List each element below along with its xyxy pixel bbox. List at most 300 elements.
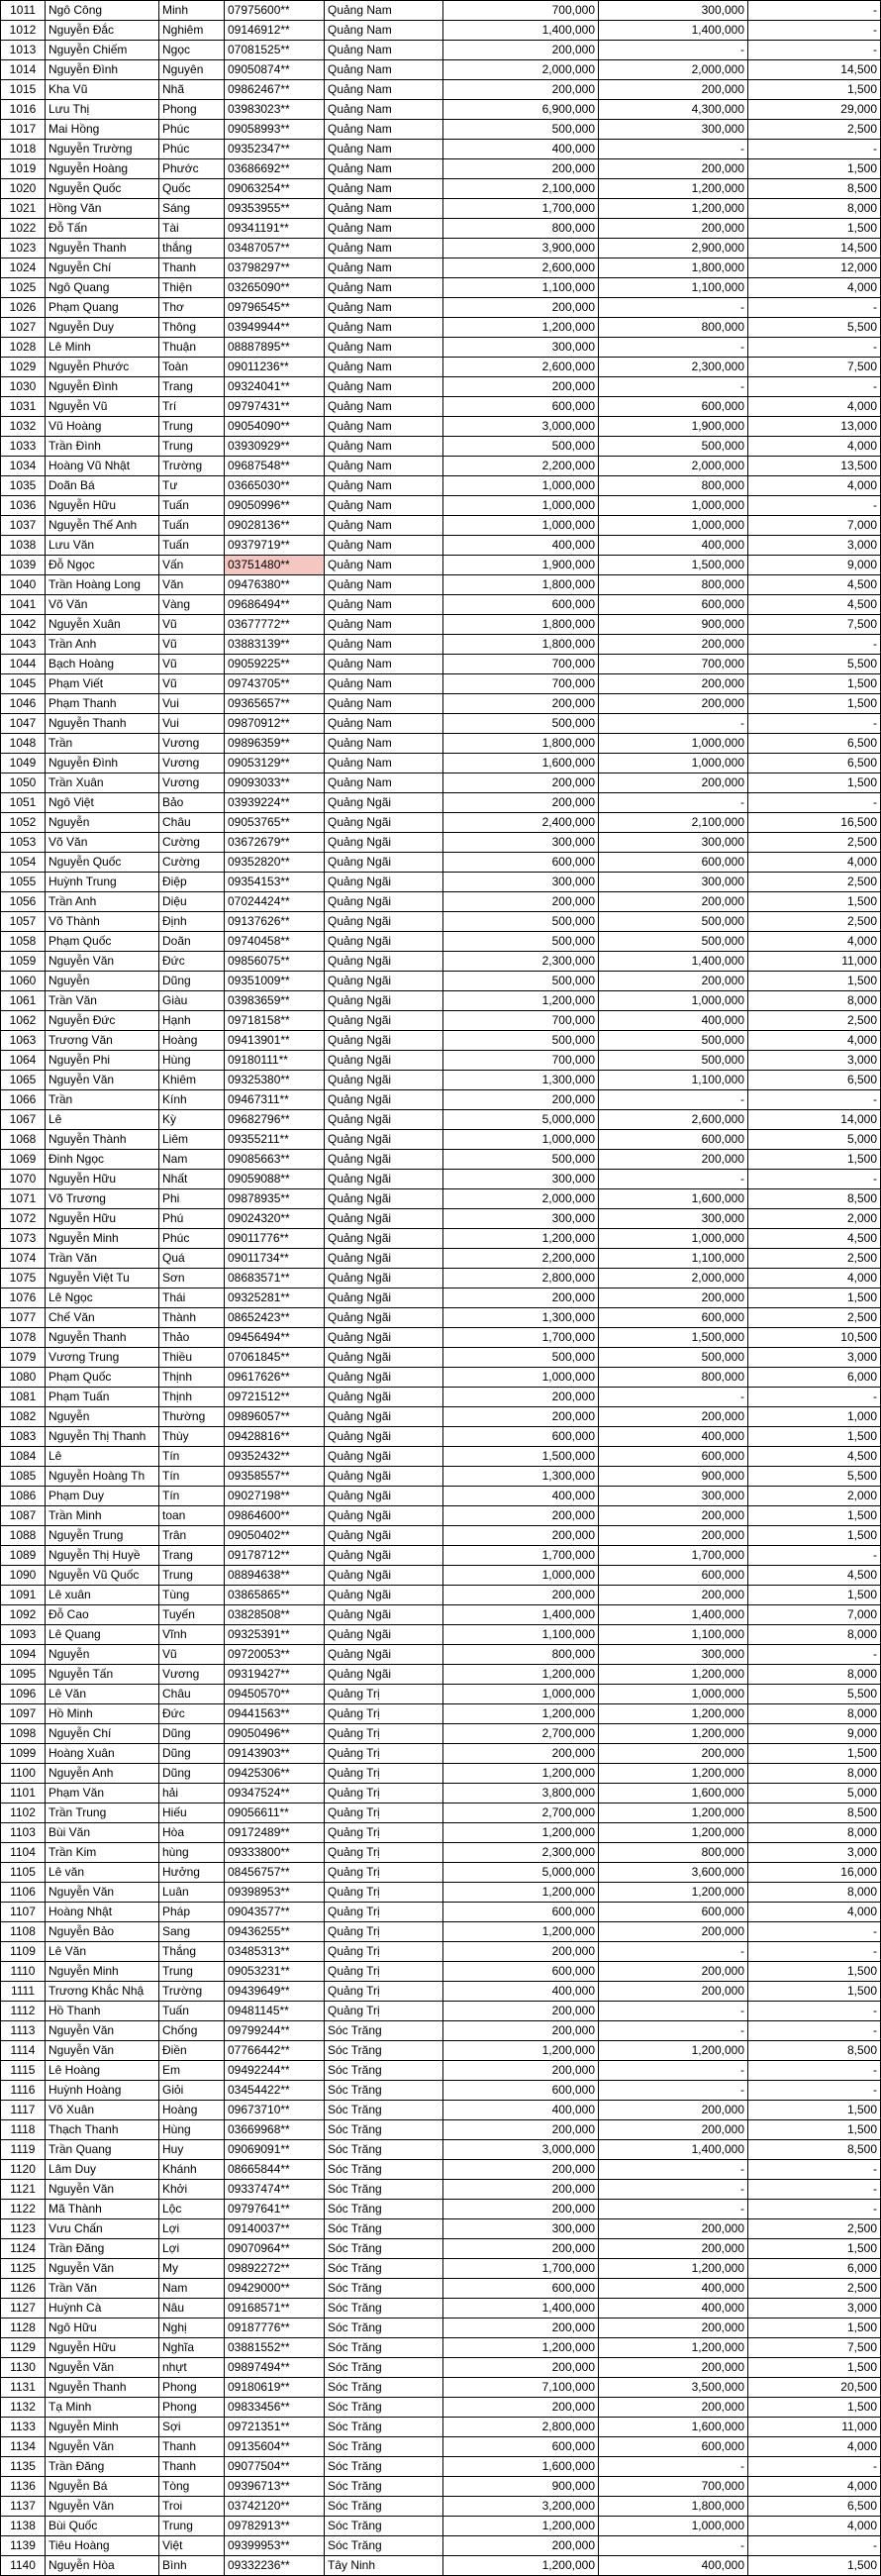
cell-ho-dem[interactable]: Nguyễn xyxy=(46,972,159,991)
cell-amount-2[interactable]: - xyxy=(599,1942,748,1962)
cell-ho-dem[interactable]: Nguyễn Văn xyxy=(46,2041,159,2061)
cell-ten[interactable]: Vương xyxy=(159,734,225,754)
cell-province[interactable]: Quảng Trị xyxy=(325,1982,443,2002)
cell-province[interactable]: Quảng Ngãi xyxy=(325,1189,443,1209)
cell-amount-3[interactable]: - xyxy=(748,2160,881,2180)
cell-amount-1[interactable]: 2,600,000 xyxy=(443,258,599,278)
cell-ten[interactable]: Định xyxy=(159,912,225,932)
cell-stt[interactable]: 1037 xyxy=(1,516,46,536)
cell-phone[interactable]: 03669968** xyxy=(225,2120,325,2140)
cell-ho-dem[interactable]: Bùi Văn xyxy=(46,1823,159,1843)
cell-amount-1[interactable]: 1,200,000 xyxy=(443,1883,599,1903)
cell-amount-3[interactable]: 1,500 xyxy=(748,2398,881,2418)
cell-amount-1[interactable]: 5,000,000 xyxy=(443,1110,599,1130)
cell-ho-dem[interactable]: Nguyễn Hoàng Th xyxy=(46,1467,159,1487)
cell-amount-2[interactable]: 300,000 xyxy=(599,833,748,853)
cell-phone[interactable]: 09053231** xyxy=(225,1962,325,1982)
cell-amount-3[interactable]: - xyxy=(748,377,881,397)
cell-amount-1[interactable]: 800,000 xyxy=(443,219,599,239)
cell-phone[interactable]: 09892272** xyxy=(225,2259,325,2279)
cell-stt[interactable]: 1090 xyxy=(1,1566,46,1586)
cell-ten[interactable]: Kỳ xyxy=(159,1110,225,1130)
cell-ten[interactable]: Thịnh xyxy=(159,1368,225,1388)
cell-amount-1[interactable]: 1,600,000 xyxy=(443,2457,599,2477)
cell-amount-3[interactable]: 4,500 xyxy=(748,1447,881,1467)
cell-amount-1[interactable]: 200,000 xyxy=(443,159,599,179)
cell-province[interactable]: Quảng Nam xyxy=(325,397,443,417)
cell-amount-1[interactable]: 200,000 xyxy=(443,2536,599,2556)
cell-ten[interactable]: Trang xyxy=(159,377,225,397)
cell-amount-1[interactable]: 400,000 xyxy=(443,1982,599,2002)
cell-ten[interactable]: Tư xyxy=(159,476,225,496)
cell-amount-3[interactable]: 4,500 xyxy=(748,1229,881,1249)
cell-amount-1[interactable]: 1,000,000 xyxy=(443,476,599,496)
cell-amount-2[interactable]: 700,000 xyxy=(599,655,748,674)
cell-stt[interactable]: 1067 xyxy=(1,1110,46,1130)
cell-ho-dem[interactable]: Đinh Ngọc xyxy=(46,1150,159,1170)
cell-province[interactable]: Quảng Nam xyxy=(325,476,443,496)
cell-amount-2[interactable]: 200,000 xyxy=(599,159,748,179)
cell-amount-3[interactable]: 8,500 xyxy=(748,2041,881,2061)
cell-stt[interactable]: 1080 xyxy=(1,1368,46,1388)
cell-phone[interactable]: 09352347** xyxy=(225,140,325,159)
cell-stt[interactable]: 1119 xyxy=(1,2140,46,2160)
cell-ten[interactable]: Phúc xyxy=(159,140,225,159)
cell-ho-dem[interactable]: Hồ Minh xyxy=(46,1704,159,1724)
cell-ten[interactable]: Liêm xyxy=(159,1130,225,1150)
cell-stt[interactable]: 1065 xyxy=(1,1071,46,1090)
cell-stt[interactable]: 1062 xyxy=(1,1011,46,1031)
cell-amount-2[interactable]: 1,400,000 xyxy=(599,2140,748,2160)
cell-stt[interactable]: 1126 xyxy=(1,2279,46,2299)
cell-amount-3[interactable]: 4,000 xyxy=(748,1903,881,1922)
cell-amount-2[interactable]: 1,000,000 xyxy=(599,516,748,536)
cell-province[interactable]: Quảng Nam xyxy=(325,21,443,41)
cell-ho-dem[interactable]: Nguyễn Quốc xyxy=(46,853,159,873)
cell-amount-3[interactable]: 1,500 xyxy=(748,2239,881,2259)
cell-stt[interactable]: 1017 xyxy=(1,120,46,140)
cell-ten[interactable]: Lợi xyxy=(159,2239,225,2259)
cell-stt[interactable]: 1088 xyxy=(1,1526,46,1546)
cell-province[interactable]: Quảng Nam xyxy=(325,318,443,338)
cell-amount-3[interactable]: 7,500 xyxy=(748,615,881,635)
cell-phone[interactable]: 09797431** xyxy=(225,397,325,417)
cell-stt[interactable]: 1049 xyxy=(1,754,46,773)
cell-stt[interactable]: 1059 xyxy=(1,952,46,972)
cell-amount-3[interactable]: 6,500 xyxy=(748,754,881,773)
cell-amount-1[interactable]: 600,000 xyxy=(443,2081,599,2101)
cell-province[interactable]: Quảng Trị xyxy=(325,1903,443,1922)
cell-stt[interactable]: 1045 xyxy=(1,674,46,694)
cell-phone[interactable]: 09797641** xyxy=(225,2200,325,2219)
cell-ho-dem[interactable]: Doãn Bá xyxy=(46,476,159,496)
cell-amount-1[interactable]: 1,600,000 xyxy=(443,754,599,773)
cell-amount-1[interactable]: 1,400,000 xyxy=(443,1605,599,1625)
cell-ten[interactable]: Hoàng xyxy=(159,1031,225,1051)
cell-amount-1[interactable]: 1,400,000 xyxy=(443,2299,599,2318)
cell-amount-1[interactable]: 3,200,000 xyxy=(443,2497,599,2517)
cell-phone[interactable]: 09399953** xyxy=(225,2536,325,2556)
cell-stt[interactable]: 1039 xyxy=(1,556,46,575)
cell-province[interactable]: Quảng Ngãi xyxy=(325,793,443,813)
cell-province[interactable]: Quảng Nam xyxy=(325,179,443,199)
cell-amount-3[interactable]: 8,500 xyxy=(748,2140,881,2160)
cell-stt[interactable]: 1127 xyxy=(1,2299,46,2318)
cell-phone[interactable]: 07975600** xyxy=(225,1,325,21)
cell-amount-2[interactable]: 1,600,000 xyxy=(599,2418,748,2437)
cell-stt[interactable]: 1131 xyxy=(1,2378,46,2398)
cell-stt[interactable]: 1096 xyxy=(1,1685,46,1704)
cell-stt[interactable]: 1103 xyxy=(1,1823,46,1843)
cell-amount-3[interactable]: 7,500 xyxy=(748,358,881,377)
cell-phone[interactable]: 09347524** xyxy=(225,1784,325,1803)
cell-stt[interactable]: 1112 xyxy=(1,2002,46,2021)
cell-stt[interactable]: 1093 xyxy=(1,1625,46,1645)
cell-province[interactable]: Quảng Ngãi xyxy=(325,1605,443,1625)
cell-ho-dem[interactable]: Đỗ Ngọc xyxy=(46,556,159,575)
cell-amount-3[interactable]: 1,500 xyxy=(748,2358,881,2378)
cell-amount-2[interactable]: 600,000 xyxy=(599,595,748,615)
cell-ho-dem[interactable]: Nguyễn Văn xyxy=(46,2180,159,2200)
cell-ho-dem[interactable]: Nguyễn Đình xyxy=(46,754,159,773)
cell-province[interactable]: Quảng Trị xyxy=(325,1724,443,1744)
cell-amount-3[interactable]: - xyxy=(748,793,881,813)
cell-phone[interactable]: 08887895** xyxy=(225,338,325,358)
cell-stt[interactable]: 1086 xyxy=(1,1487,46,1506)
cell-amount-3[interactable]: 1,500 xyxy=(748,2120,881,2140)
cell-amount-1[interactable]: 1,300,000 xyxy=(443,1467,599,1487)
cell-phone[interactable]: 09413901** xyxy=(225,1031,325,1051)
cell-phone[interactable]: 09077504** xyxy=(225,2457,325,2477)
cell-province[interactable]: Quảng Trị xyxy=(325,1803,443,1823)
cell-phone[interactable]: 09011236** xyxy=(225,358,325,377)
cell-amount-3[interactable]: 1,500 xyxy=(748,773,881,793)
cell-amount-1[interactable]: 200,000 xyxy=(443,1526,599,1546)
cell-province[interactable]: Quảng Nam xyxy=(325,714,443,734)
cell-province[interactable]: Quảng Ngãi xyxy=(325,1269,443,1288)
cell-ten[interactable]: Vui xyxy=(159,714,225,734)
cell-ten[interactable]: Nghiêm xyxy=(159,21,225,41)
cell-province[interactable]: Quảng Nam xyxy=(325,60,443,80)
cell-ten[interactable]: Tín xyxy=(159,1487,225,1506)
cell-ten[interactable]: Lộc xyxy=(159,2200,225,2219)
cell-stt[interactable]: 1137 xyxy=(1,2497,46,2517)
cell-amount-3[interactable]: 4,000 xyxy=(748,1269,881,1288)
cell-amount-2[interactable]: 600,000 xyxy=(599,2437,748,2457)
cell-phone[interactable]: 09050496** xyxy=(225,1724,325,1744)
cell-ten[interactable]: Vũ xyxy=(159,655,225,674)
cell-amount-2[interactable]: - xyxy=(599,2200,748,2219)
cell-stt[interactable]: 1082 xyxy=(1,1407,46,1427)
cell-amount-1[interactable]: 300,000 xyxy=(443,1170,599,1189)
cell-province[interactable]: Quảng Nam xyxy=(325,496,443,516)
cell-province[interactable]: Sóc Trăng xyxy=(325,2517,443,2536)
cell-amount-2[interactable]: 400,000 xyxy=(599,2279,748,2299)
cell-province[interactable]: Sóc Trăng xyxy=(325,2299,443,2318)
cell-stt[interactable]: 1102 xyxy=(1,1803,46,1823)
cell-amount-1[interactable]: 200,000 xyxy=(443,793,599,813)
cell-province[interactable]: Quảng Ngãi xyxy=(325,853,443,873)
cell-province[interactable]: Quảng Nam xyxy=(325,219,443,239)
cell-ho-dem[interactable]: Trần Đình xyxy=(46,437,159,457)
cell-province[interactable]: Quảng Ngãi xyxy=(325,1487,443,1506)
cell-phone[interactable]: 09718158** xyxy=(225,1011,325,1031)
cell-amount-2[interactable]: - xyxy=(599,2160,748,2180)
cell-ho-dem[interactable]: Ngô Việt xyxy=(46,793,159,813)
cell-province[interactable]: Quảng Nam xyxy=(325,258,443,278)
cell-phone[interactable]: 09053129** xyxy=(225,754,325,773)
cell-ten[interactable]: Pháp xyxy=(159,1903,225,1922)
cell-amount-1[interactable]: 600,000 xyxy=(443,397,599,417)
cell-phone[interactable]: 09011734** xyxy=(225,1249,325,1269)
cell-stt[interactable]: 1061 xyxy=(1,991,46,1011)
cell-ten[interactable]: Thái xyxy=(159,1288,225,1308)
cell-amount-3[interactable]: 2,500 xyxy=(748,873,881,892)
cell-amount-1[interactable]: 1,200,000 xyxy=(443,1922,599,1942)
cell-ten[interactable]: Trí xyxy=(159,397,225,417)
cell-amount-2[interactable]: 200,000 xyxy=(599,635,748,655)
cell-ten[interactable]: Tòng xyxy=(159,2477,225,2497)
cell-ten[interactable]: Sáng xyxy=(159,199,225,219)
cell-ho-dem[interactable]: Nguyễn Anh xyxy=(46,1764,159,1784)
cell-amount-2[interactable]: 1,100,000 xyxy=(599,1625,748,1645)
cell-ho-dem[interactable]: Nguyễn Thị Thanh xyxy=(46,1427,159,1447)
cell-stt[interactable]: 1013 xyxy=(1,41,46,60)
cell-phone[interactable]: 09135604** xyxy=(225,2437,325,2457)
cell-province[interactable]: Quảng Nam xyxy=(325,278,443,298)
cell-ten[interactable]: Quốc xyxy=(159,179,225,199)
cell-amount-1[interactable]: 1,900,000 xyxy=(443,556,599,575)
cell-ho-dem[interactable]: Hoàng Xuân xyxy=(46,1744,159,1764)
cell-amount-1[interactable]: 700,000 xyxy=(443,1051,599,1071)
cell-phone[interactable]: 09325380** xyxy=(225,1071,325,1090)
cell-amount-3[interactable]: - xyxy=(748,2457,881,2477)
cell-stt[interactable]: 1120 xyxy=(1,2160,46,2180)
cell-amount-2[interactable]: 400,000 xyxy=(599,2556,748,2576)
cell-amount-1[interactable]: 200,000 xyxy=(443,2180,599,2200)
cell-amount-2[interactable]: 1,200,000 xyxy=(599,1704,748,1724)
cell-province[interactable]: Quảng Nam xyxy=(325,516,443,536)
cell-province[interactable]: Quảng Ngãi xyxy=(325,1229,443,1249)
cell-ho-dem[interactable]: Trần Văn xyxy=(46,2279,159,2299)
cell-ho-dem[interactable]: Nguyễn Hữu xyxy=(46,2338,159,2358)
cell-amount-3[interactable]: 1,000 xyxy=(748,1407,881,1427)
cell-amount-2[interactable]: 1,000,000 xyxy=(599,496,748,516)
cell-amount-3[interactable]: 9,000 xyxy=(748,556,881,575)
cell-province[interactable]: Quảng Ngãi xyxy=(325,1090,443,1110)
cell-amount-1[interactable]: 200,000 xyxy=(443,80,599,100)
cell-amount-3[interactable]: - xyxy=(748,496,881,516)
cell-stt[interactable]: 1071 xyxy=(1,1189,46,1209)
cell-amount-2[interactable]: - xyxy=(599,41,748,60)
cell-province[interactable]: Sóc Trăng xyxy=(325,2536,443,2556)
cell-province[interactable]: Quảng Ngãi xyxy=(325,1031,443,1051)
cell-amount-3[interactable]: 3,000 xyxy=(748,536,881,556)
cell-ho-dem[interactable]: Trần Anh xyxy=(46,892,159,912)
cell-ho-dem[interactable]: Nguyễn Hữu xyxy=(46,496,159,516)
cell-ten[interactable]: Nam xyxy=(159,2279,225,2299)
cell-stt[interactable]: 1030 xyxy=(1,377,46,397)
cell-amount-1[interactable]: 2,800,000 xyxy=(443,2418,599,2437)
cell-amount-1[interactable]: 200,000 xyxy=(443,2061,599,2081)
cell-phone[interactable]: 09325281** xyxy=(225,1288,325,1308)
cell-ho-dem[interactable]: Nguyễn Hữu xyxy=(46,1170,159,1189)
cell-amount-1[interactable]: 500,000 xyxy=(443,912,599,932)
cell-amount-2[interactable]: 1,600,000 xyxy=(599,1189,748,1209)
cell-amount-2[interactable]: 1,100,000 xyxy=(599,1249,748,1269)
cell-amount-3[interactable]: - xyxy=(748,2180,881,2200)
cell-amount-2[interactable]: 600,000 xyxy=(599,1903,748,1922)
cell-ten[interactable]: Hoàng xyxy=(159,2101,225,2120)
cell-stt[interactable]: 1104 xyxy=(1,1843,46,1863)
cell-ten[interactable]: Bảo xyxy=(159,793,225,813)
cell-province[interactable]: Quảng Ngãi xyxy=(325,912,443,932)
cell-province[interactable]: Quảng Ngãi xyxy=(325,1447,443,1467)
cell-stt[interactable]: 1129 xyxy=(1,2338,46,2358)
cell-province[interactable]: Quảng Trị xyxy=(325,2002,443,2021)
cell-phone[interactable]: 03454422** xyxy=(225,2081,325,2101)
cell-ten[interactable]: Minh xyxy=(159,1,225,21)
cell-amount-2[interactable]: 1,600,000 xyxy=(599,1784,748,1803)
cell-phone[interactable]: 09833456** xyxy=(225,2398,325,2418)
cell-ho-dem[interactable]: Bùi Quốc xyxy=(46,2517,159,2536)
cell-amount-1[interactable]: 2,100,000 xyxy=(443,179,599,199)
cell-amount-2[interactable]: 400,000 xyxy=(599,536,748,556)
cell-stt[interactable]: 1041 xyxy=(1,595,46,615)
cell-ho-dem[interactable]: Nguyễn Minh xyxy=(46,1962,159,1982)
cell-ten[interactable]: Tuấn xyxy=(159,516,225,536)
cell-phone[interactable]: 09862467** xyxy=(225,80,325,100)
cell-province[interactable]: Sóc Trăng xyxy=(325,2358,443,2378)
cell-stt[interactable]: 1025 xyxy=(1,278,46,298)
cell-ho-dem[interactable]: Võ Văn xyxy=(46,833,159,853)
cell-phone[interactable]: 09146912** xyxy=(225,21,325,41)
cell-ho-dem[interactable]: Nguyễn xyxy=(46,813,159,833)
cell-ten[interactable]: Lợi xyxy=(159,2219,225,2239)
cell-amount-2[interactable]: 600,000 xyxy=(599,1308,748,1328)
cell-stt[interactable]: 1122 xyxy=(1,2200,46,2219)
cell-amount-3[interactable]: 4,500 xyxy=(748,595,881,615)
cell-ten[interactable]: Ngọc xyxy=(159,41,225,60)
cell-stt[interactable]: 1101 xyxy=(1,1784,46,1803)
cell-amount-1[interactable]: 200,000 xyxy=(443,2021,599,2041)
cell-amount-2[interactable]: - xyxy=(599,2081,748,2101)
cell-phone[interactable]: 09325391** xyxy=(225,1625,325,1645)
cell-amount-1[interactable]: 200,000 xyxy=(443,2002,599,2021)
cell-phone[interactable]: 08683571** xyxy=(225,1269,325,1288)
cell-stt[interactable]: 1079 xyxy=(1,1348,46,1368)
cell-amount-1[interactable]: 1,200,000 xyxy=(443,991,599,1011)
cell-province[interactable]: Quảng Ngãi xyxy=(325,991,443,1011)
cell-province[interactable]: Quảng Ngãi xyxy=(325,972,443,991)
cell-stt[interactable]: 1047 xyxy=(1,714,46,734)
cell-amount-1[interactable]: 1,200,000 xyxy=(443,1229,599,1249)
cell-province[interactable]: Quảng Trị xyxy=(325,1863,443,1883)
cell-ho-dem[interactable]: Nguyễn Xuân xyxy=(46,615,159,635)
cell-stt[interactable]: 1117 xyxy=(1,2101,46,2120)
cell-amount-2[interactable]: 800,000 xyxy=(599,1843,748,1863)
cell-amount-3[interactable]: 5,000 xyxy=(748,1784,881,1803)
cell-province[interactable]: Quảng Ngãi xyxy=(325,1209,443,1229)
cell-amount-1[interactable]: 2,000,000 xyxy=(443,60,599,80)
cell-province[interactable]: Sóc Trăng xyxy=(325,2160,443,2180)
cell-phone[interactable]: 09673710** xyxy=(225,2101,325,2120)
cell-amount-2[interactable]: 1,200,000 xyxy=(599,1883,748,1903)
cell-amount-3[interactable]: - xyxy=(748,1170,881,1189)
cell-stt[interactable]: 1063 xyxy=(1,1031,46,1051)
cell-amount-1[interactable]: 700,000 xyxy=(443,1011,599,1031)
cell-amount-1[interactable]: 1,000,000 xyxy=(443,1368,599,1388)
cell-ho-dem[interactable]: Phạm Văn xyxy=(46,1784,159,1803)
cell-ten[interactable]: Thùy xyxy=(159,1427,225,1447)
cell-amount-1[interactable]: 600,000 xyxy=(443,1962,599,1982)
cell-phone[interactable]: 09059088** xyxy=(225,1170,325,1189)
cell-amount-1[interactable]: 3,000,000 xyxy=(443,2140,599,2160)
cell-amount-3[interactable]: 14,000 xyxy=(748,1110,881,1130)
cell-amount-3[interactable]: 1,500 xyxy=(748,1526,881,1546)
cell-ho-dem[interactable]: Lưu Thị xyxy=(46,100,159,120)
cell-amount-1[interactable]: 900,000 xyxy=(443,2477,599,2497)
cell-amount-1[interactable]: 200,000 xyxy=(443,2398,599,2418)
cell-province[interactable]: Quảng Trị xyxy=(325,1843,443,1863)
cell-province[interactable]: Sóc Trăng xyxy=(325,2378,443,2398)
cell-amount-2[interactable]: 3,500,000 xyxy=(599,2378,748,2398)
cell-stt[interactable]: 1121 xyxy=(1,2180,46,2200)
cell-ho-dem[interactable]: Nguyễn Văn xyxy=(46,2259,159,2279)
cell-amount-3[interactable]: 1,500 xyxy=(748,80,881,100)
cell-ho-dem[interactable]: Trần Trung xyxy=(46,1803,159,1823)
cell-ho-dem[interactable]: Lê văn xyxy=(46,1863,159,1883)
cell-phone[interactable]: 09058993** xyxy=(225,120,325,140)
cell-amount-1[interactable]: 2,200,000 xyxy=(443,1249,599,1269)
cell-amount-3[interactable]: 4,000 xyxy=(748,2437,881,2457)
cell-stt[interactable]: 1046 xyxy=(1,694,46,714)
cell-stt[interactable]: 1058 xyxy=(1,932,46,952)
cell-province[interactable]: Quảng Ngãi xyxy=(325,1150,443,1170)
cell-amount-2[interactable]: 200,000 xyxy=(599,972,748,991)
cell-amount-2[interactable]: - xyxy=(599,1170,748,1189)
cell-ten[interactable]: Hạnh xyxy=(159,1011,225,1031)
cell-amount-2[interactable]: 1,500,000 xyxy=(599,1328,748,1348)
cell-ten[interactable]: Châu xyxy=(159,1685,225,1704)
cell-amount-3[interactable]: 12,000 xyxy=(748,258,881,278)
cell-ten[interactable]: Cường xyxy=(159,853,225,873)
cell-ho-dem[interactable]: Mai Hồng xyxy=(46,120,159,140)
cell-phone[interactable]: 09050996** xyxy=(225,496,325,516)
cell-stt[interactable]: 1053 xyxy=(1,833,46,853)
cell-ten[interactable]: Bình xyxy=(159,2556,225,2576)
cell-ho-dem[interactable]: Nguyễn Trường xyxy=(46,140,159,159)
cell-stt[interactable]: 1022 xyxy=(1,219,46,239)
cell-amount-2[interactable]: 200,000 xyxy=(599,1586,748,1605)
cell-amount-1[interactable]: 300,000 xyxy=(443,833,599,853)
cell-province[interactable]: Quảng Ngãi xyxy=(325,1011,443,1031)
cell-amount-2[interactable]: 200,000 xyxy=(599,219,748,239)
cell-amount-3[interactable]: 4,000 xyxy=(748,476,881,496)
cell-ten[interactable]: Trung xyxy=(159,437,225,457)
cell-stt[interactable]: 1100 xyxy=(1,1764,46,1784)
cell-province[interactable]: Quảng Ngãi xyxy=(325,1249,443,1269)
cell-ho-dem[interactable]: Nguyễn Duy xyxy=(46,318,159,338)
cell-amount-3[interactable]: - xyxy=(748,338,881,358)
cell-province[interactable]: Sóc Trăng xyxy=(325,2120,443,2140)
cell-phone[interactable]: 09398953** xyxy=(225,1883,325,1903)
cell-province[interactable]: Quảng Nam xyxy=(325,159,443,179)
cell-amount-1[interactable]: 2,800,000 xyxy=(443,1269,599,1288)
cell-stt[interactable]: 1108 xyxy=(1,1922,46,1942)
cell-amount-1[interactable]: 1,700,000 xyxy=(443,199,599,219)
cell-amount-2[interactable]: 2,600,000 xyxy=(599,1110,748,1130)
